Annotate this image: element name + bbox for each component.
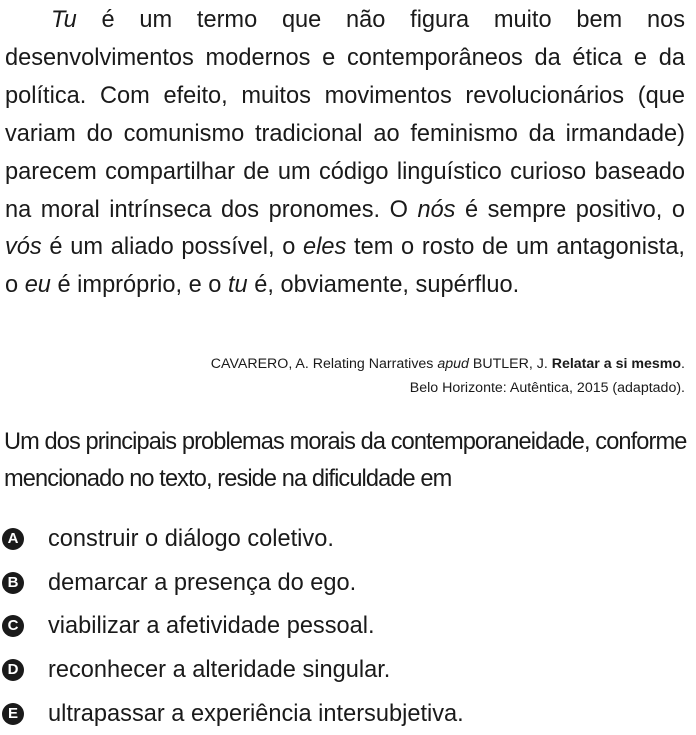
passage-segment: é, obviamente, supérfluo. <box>247 272 520 299</box>
passage-italic-eu: eu <box>24 272 51 299</box>
citation-line-2: Belo Horizonte: Autêntica, 2015 (adaptado). <box>409 380 685 396</box>
option-a-text: construir o diálogo coletivo. <box>48 525 334 552</box>
passage-italic-nos: nós <box>417 196 456 223</box>
passage-segment: tem o rosto de um antagonista, o <box>5 234 685 299</box>
option-c[interactable] <box>2 604 692 648</box>
option-d-letter-badge: D <box>2 659 24 681</box>
option-e-letter-badge: E <box>2 703 24 725</box>
citation-author: CAVARERO, A. Relating Narratives <box>210 356 438 372</box>
passage-segment: é um termo que não figura muito bem nos desenvolvimentos modernos e contemporâneos da ética e da política. Com efeito, muitos movimentos revolucionários (que variam do comunismo tradicional ao feminismo da irmandade) parecem compartilhar de um código linguístico curioso baseado na moral intrínseca dos pronomes. O <box>5 7 685 223</box>
option-c-text: viabilizar a afetividade pessoal. <box>48 613 375 640</box>
passage-italic-tu-lower: tu <box>227 272 248 299</box>
option-e-text: ultrapassar a experiência intersubjetiva. <box>48 700 464 727</box>
passage-italic-tu: Tu <box>51 7 77 33</box>
passage-italic-eles: eles <box>303 234 347 261</box>
option-d-text: reconhecer a alteridade singular. <box>48 656 391 683</box>
option-b[interactable] <box>2 561 692 605</box>
source-citation <box>211 352 685 400</box>
passage-segment: é um aliado possível, o <box>41 234 304 261</box>
passage-italic-vos: vós <box>5 234 42 261</box>
citation-author-2: BUTLER, J. <box>468 356 552 372</box>
passage-text <box>5 2 685 305</box>
passage-segment: é impróprio, e o <box>50 272 228 299</box>
option-e[interactable] <box>2 692 692 735</box>
answer-options <box>2 517 692 735</box>
option-c-letter-badge: C <box>2 615 24 637</box>
option-a[interactable] <box>2 517 692 561</box>
citation-line-1 <box>211 352 685 376</box>
citation-book-title: Relatar a si mesmo <box>551 356 682 372</box>
question-stem: Um dos principais problemas morais da contemporaneidade, conforme mencionado no texto, reside na dificuldade em <box>4 429 687 492</box>
option-b-text: demarcar a presença do ego. <box>48 569 357 596</box>
citation-apud: apud <box>437 356 469 372</box>
citation-period: . <box>681 356 685 372</box>
option-d[interactable] <box>2 648 692 692</box>
option-a-letter-badge: A <box>2 528 24 550</box>
option-b-letter-badge: B <box>2 572 24 594</box>
passage-segment: é sempre positivo, o <box>455 196 685 223</box>
